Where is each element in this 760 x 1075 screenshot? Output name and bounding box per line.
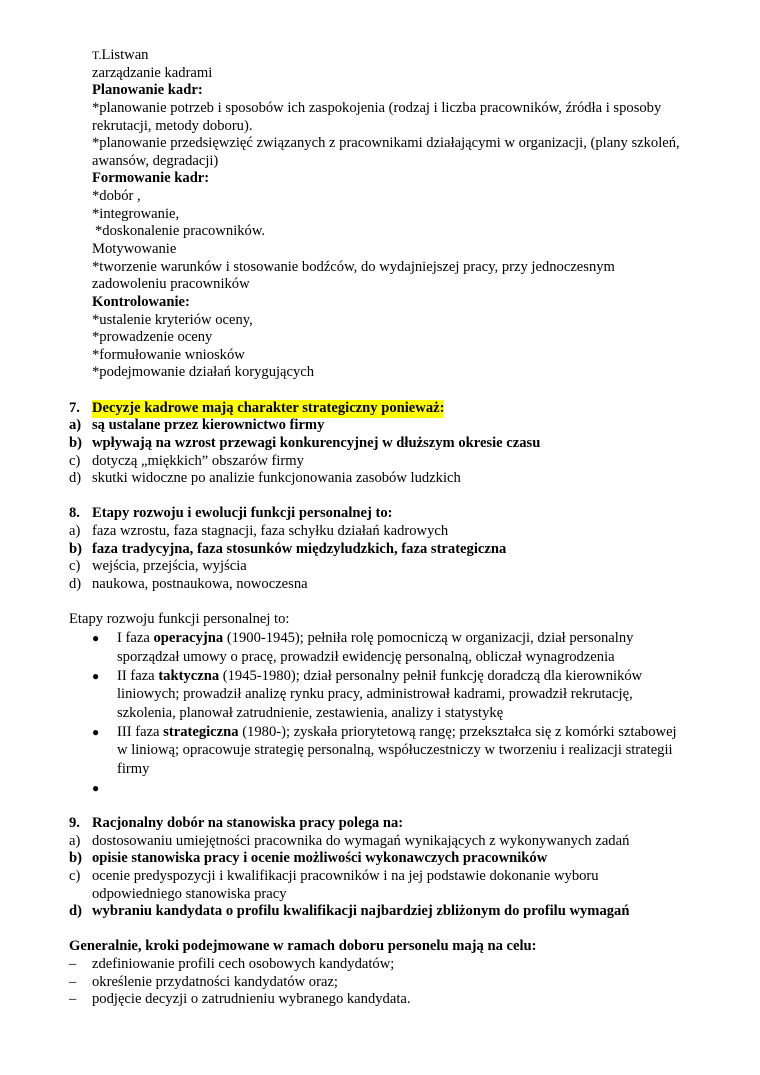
answer-label: d) xyxy=(69,576,82,592)
controlling-heading: Kontrolowanie: xyxy=(92,294,190,310)
dash-marker: – xyxy=(69,974,77,990)
answer-text: są ustalane przez kierownictwo firmy xyxy=(92,417,325,433)
question-7-text: Decyzje kadrowe mają charakter strategiczny ponieważ: xyxy=(92,400,445,416)
controlling-item: *formułowanie wniosków xyxy=(92,347,245,363)
question-number: 8. xyxy=(69,505,80,521)
author-initial: T. xyxy=(92,48,102,62)
forming-heading: Formowanie kadr: xyxy=(92,170,210,186)
answer-label: b) xyxy=(69,850,82,866)
phase-name: taktyczna xyxy=(158,668,220,684)
answer-text: faza wzrostu, faza stagnacji, faza schyłku działań kadrowych xyxy=(92,523,449,539)
motivating-line: *tworzenie warunków i stosowanie bodźców, do wydajniejszej pracy, przy jednoczesnym xyxy=(92,259,615,275)
planning-line: *planowanie potrzeb i sposobów ich zaspokojenia (rodzaj i liczba pracowników, źródła i sposoby xyxy=(92,100,662,116)
bullet-icon: ● xyxy=(92,725,100,739)
question-9-text: Racjonalny dobór na stanowiska pracy polega na: xyxy=(92,815,404,831)
phase-1-line xyxy=(117,630,633,648)
answer-text: odpowiedniego stanowiska pracy xyxy=(92,886,287,902)
phase-2-line: szkolenia, planował zatrudnienie, zestawienia, analizy i statystykę xyxy=(117,705,504,721)
planning-line: *planowanie przedsięwzięć związanych z pracownikami działającymi w organizacji, (plany szkoleń, xyxy=(92,135,680,151)
answer-text: wpływają na wzrost przewagi konkurencyjnej w dłuższym okresie czasu xyxy=(92,435,541,451)
question-number: 7. xyxy=(69,400,80,416)
answer-label: b) xyxy=(69,541,82,557)
planning-line: awansów, degradacji) xyxy=(92,153,219,169)
answer-text: dotyczą „miękkich” obszarów firmy xyxy=(92,453,304,469)
subtitle: zarządzanie kadrami xyxy=(92,65,213,81)
planning-heading: Planowanie kadr: xyxy=(92,82,203,98)
phase-name: strategiczna xyxy=(163,724,239,740)
controlling-item: *ustalenie kryteriów oceny, xyxy=(92,312,253,328)
bullet-icon: ● xyxy=(92,631,100,645)
dash-marker: – xyxy=(69,991,77,1007)
phase-desc: (1980-); zyskała priorytetową rangę; przekształca się z komórki sztabowej xyxy=(238,724,677,740)
phase-prefix: III faza xyxy=(117,724,164,740)
phase-prefix: I faza xyxy=(117,630,154,646)
phase-3-line xyxy=(117,724,677,742)
phase-3-line: w liniową; opracowuje strategię personalną, współuczestniczy w tworzeniu i realizacji strategii xyxy=(117,742,673,758)
answer-label: d) xyxy=(69,903,82,919)
answer-text: wejścia, przejścia, wyjścia xyxy=(92,558,247,574)
forming-item: *doskonalenie pracowników. xyxy=(95,223,266,239)
answer-text: skutki widoczne po analizie funkcjonowania zasobów ludzkich xyxy=(92,470,461,486)
phase-desc: (1900-1945); pełniła rolę pomocniczą w organizacji, dział personalny xyxy=(223,630,634,646)
forming-item: *integrowanie, xyxy=(92,206,180,222)
answer-label: b) xyxy=(69,435,82,451)
answer-label: c) xyxy=(69,558,81,574)
author-line xyxy=(92,47,148,65)
author-name: Listwan xyxy=(101,47,149,63)
motivating-heading: Motywowanie xyxy=(92,241,177,257)
phase-2-line: liniowych; prowadził analizę rynku pracy, administrował kadrami, prowadził rekrutację, xyxy=(117,686,633,702)
phase-3-line: firmy xyxy=(117,761,150,777)
phase-2-line xyxy=(117,668,642,686)
answer-text: dostosowaniu umiejętności pracownika do wymagań wynikających z wykonywanych zadań xyxy=(92,833,630,849)
phase-name: operacyjna xyxy=(153,630,224,646)
answer-text: ocenie predyspozycji i kwalifikacji pracowników i na jej podstawie dokonanie wyboru xyxy=(92,868,599,884)
answer-text: wybraniu kandydata o profilu kwalifikacji najbardziej zbliżonym do profilu wymagań xyxy=(92,903,630,919)
answer-label: d) xyxy=(69,470,82,486)
answer-label: c) xyxy=(69,868,81,884)
motivating-line: zadowoleniu pracowników xyxy=(92,276,250,292)
answer-text: naukowa, postnaukowa, nowoczesna xyxy=(92,576,308,592)
stages-intro: Etapy rozwoju funkcji personalnej to: xyxy=(69,611,290,627)
answer-label: a) xyxy=(69,833,81,849)
answer-text: opisie stanowiska pracy i ocenie możliwości wykonawczych pracowników xyxy=(92,850,548,866)
answer-label: c) xyxy=(69,453,81,469)
controlling-item: *prowadzenie oceny xyxy=(92,329,213,345)
planning-line: rekrutacji, metody doboru). xyxy=(92,118,253,134)
general-item: określenie przydatności kandydatów oraz; xyxy=(92,974,338,990)
answer-label: a) xyxy=(69,523,81,539)
answer-text: faza tradycyjna, faza stosunków międzyludzkich, faza strategiczna xyxy=(92,541,507,557)
bullet-icon: ● xyxy=(92,669,100,683)
forming-item: *dobór , xyxy=(92,188,141,204)
general-item: zdefiniowanie profili cech osobowych kandydatów; xyxy=(92,956,395,972)
phase-desc: (1945-1980); dział personalny pełnił funkcję doradczą dla kierowników xyxy=(219,668,643,684)
phase-1-line: sporządzał umowy o pracę, prowadził ewidencję personalną, obliczał wynagrodzenia xyxy=(117,649,615,665)
bullet-icon: ● xyxy=(92,781,100,795)
question-number: 9. xyxy=(69,815,80,831)
general-item: podjęcie decyzji o zatrudnieniu wybranego kandydata. xyxy=(92,991,411,1007)
question-8-text: Etapy rozwoju i ewolucji funkcji personalnej to: xyxy=(92,505,393,521)
dash-marker: – xyxy=(69,956,77,972)
answer-label: a) xyxy=(69,417,82,433)
general-heading: Generalnie, kroki podejmowane w ramach doboru personelu mają na celu: xyxy=(69,938,537,954)
phase-prefix: II faza xyxy=(117,668,159,684)
controlling-item: *podejmowanie działań korygujących xyxy=(92,364,315,380)
